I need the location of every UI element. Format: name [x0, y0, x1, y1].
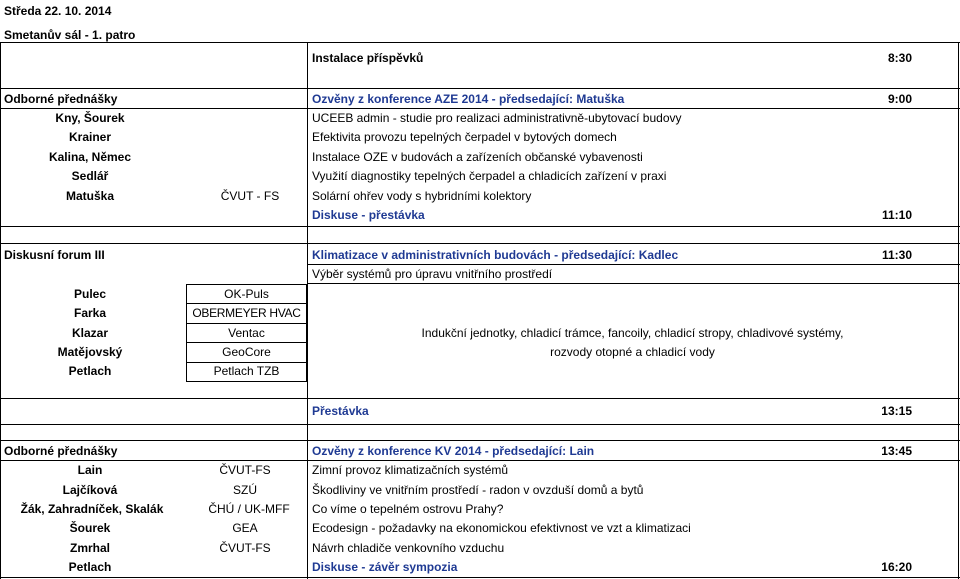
grid-line — [0, 398, 960, 399]
grid-line — [0, 577, 960, 578]
talk-title: UCEEB admin - studie pro realizaci administrativně-ubytovací budovy — [312, 111, 682, 125]
block3-closing-time: 16:20 — [881, 560, 912, 574]
speaker: Pulec — [73, 287, 106, 301]
organization: ČVUT-FS — [219, 541, 271, 555]
talk-title: Škodliviny ve vnitřním prostředí - radon v ovzduší domů a bytů — [312, 483, 644, 497]
block2-time: 11:30 — [881, 248, 912, 262]
speaker: Farka — [73, 306, 107, 320]
speaker: Klazar — [71, 326, 109, 340]
install-title: Instalace příspěvků — [312, 51, 424, 65]
grid-line — [307, 42, 308, 579]
speaker: Lajčíková — [62, 483, 118, 497]
organization: SZÚ — [233, 483, 257, 497]
grid-line — [307, 264, 960, 265]
speaker: Kny, Šourek — [55, 111, 125, 125]
organization: GEA — [232, 521, 258, 535]
block2-subtitle: Výběr systémů pro úpravu vnitřního prostředí — [312, 267, 553, 281]
grid-line — [958, 42, 959, 579]
grid-line — [186, 303, 307, 304]
break-title: Přestávka — [312, 404, 369, 418]
room-heading: Smetanův sál - 1. patro — [4, 28, 136, 42]
talk-title: Ecodesign - požadavky na ekonomickou efektivnost ve vzt a klimatizaci — [312, 521, 691, 535]
grid-line — [0, 42, 960, 43]
block2-label: Diskusní forum III — [4, 248, 105, 262]
grid-line — [0, 226, 960, 227]
organization: Ventac — [228, 326, 265, 340]
talk-title: Diskuse - závěr sympozia — [312, 560, 458, 574]
speaker: Žák, Zahradníček, Skalák — [20, 502, 164, 516]
block2-topic-line2: rozvody otopné a chladicí vody — [550, 345, 715, 359]
block1-time: 9:00 — [887, 92, 912, 106]
organization: ČVUT-FS — [219, 463, 271, 477]
speaker: Zmrhal — [69, 541, 110, 555]
speaker: Matuška — [65, 189, 115, 203]
block1-discussion-time: 11:10 — [881, 208, 912, 222]
talk-title: Solární ohřev vody s hybridními kolektory — [312, 189, 532, 203]
day-heading: Středa 22. 10. 2014 — [4, 4, 112, 18]
organization: OBERMEYER HVAC — [192, 306, 301, 320]
grid-line — [0, 440, 960, 441]
block1-discussion: Diskuse - přestávka — [312, 208, 425, 222]
block1-session: Ozvěny z konference AZE 2014 - předsedající: Matuška — [312, 92, 625, 106]
grid-line — [0, 424, 960, 425]
install-time: 8:30 — [887, 51, 912, 65]
block3-time: 13:45 — [881, 444, 912, 458]
organization: ČVUT - FS — [220, 189, 280, 203]
grid-line — [0, 108, 960, 109]
speaker: Krainer — [68, 130, 112, 144]
grid-line — [186, 323, 307, 324]
speaker: Petlach — [68, 364, 112, 378]
talk-title: Efektivita provozu tepelných čerpadel v bytových domech — [312, 130, 617, 144]
speaker: Kalina, Němec — [48, 150, 132, 164]
grid-line — [186, 342, 307, 343]
organization: OK-Puls — [224, 287, 269, 301]
grid-line — [307, 283, 960, 284]
talk-title: Návrh chladiče venkovního vzduchu — [312, 541, 505, 555]
talk-title: Využití diagnostiky tepelných čerpadel a chladicích zařízení v praxi — [312, 169, 667, 183]
speaker: Matějovský — [57, 345, 123, 359]
block3-session: Ozvěny z konference KV 2014 - předsedající: Lain — [312, 444, 595, 458]
grid-line — [186, 362, 307, 363]
organization: GeoCore — [222, 345, 271, 359]
grid-line — [0, 460, 960, 461]
talk-title: Zimní provoz klimatizačních systémů — [312, 463, 509, 477]
talk-title: Co víme o tepelném ostrovu Prahy? — [312, 502, 504, 516]
speaker: Sedlář — [71, 169, 109, 183]
grid-line — [0, 243, 960, 244]
block2-session: Klimatizace v administrativních budovách - předsedající: Kadlec — [312, 248, 679, 262]
speaker: Lain — [77, 463, 103, 477]
speaker: Petlach — [68, 560, 112, 574]
speaker: Šourek — [69, 521, 111, 535]
block2-topic-line1: Indukční jednotky, chladicí trámce, fancoily, chladicí stropy, chladivové systémy, — [421, 326, 844, 340]
block3-label: Odborné přednášky — [4, 444, 118, 458]
organization: Petlach TZB — [213, 364, 280, 378]
organization: ČHÚ / UK-MFF — [208, 502, 290, 516]
block1-label: Odborné přednášky — [4, 92, 118, 106]
talk-title: Instalace OZE v budovách a zařízeních občanské vybavenosti — [312, 150, 643, 164]
grid-line — [0, 88, 960, 89]
break-time: 13:15 — [881, 404, 912, 418]
